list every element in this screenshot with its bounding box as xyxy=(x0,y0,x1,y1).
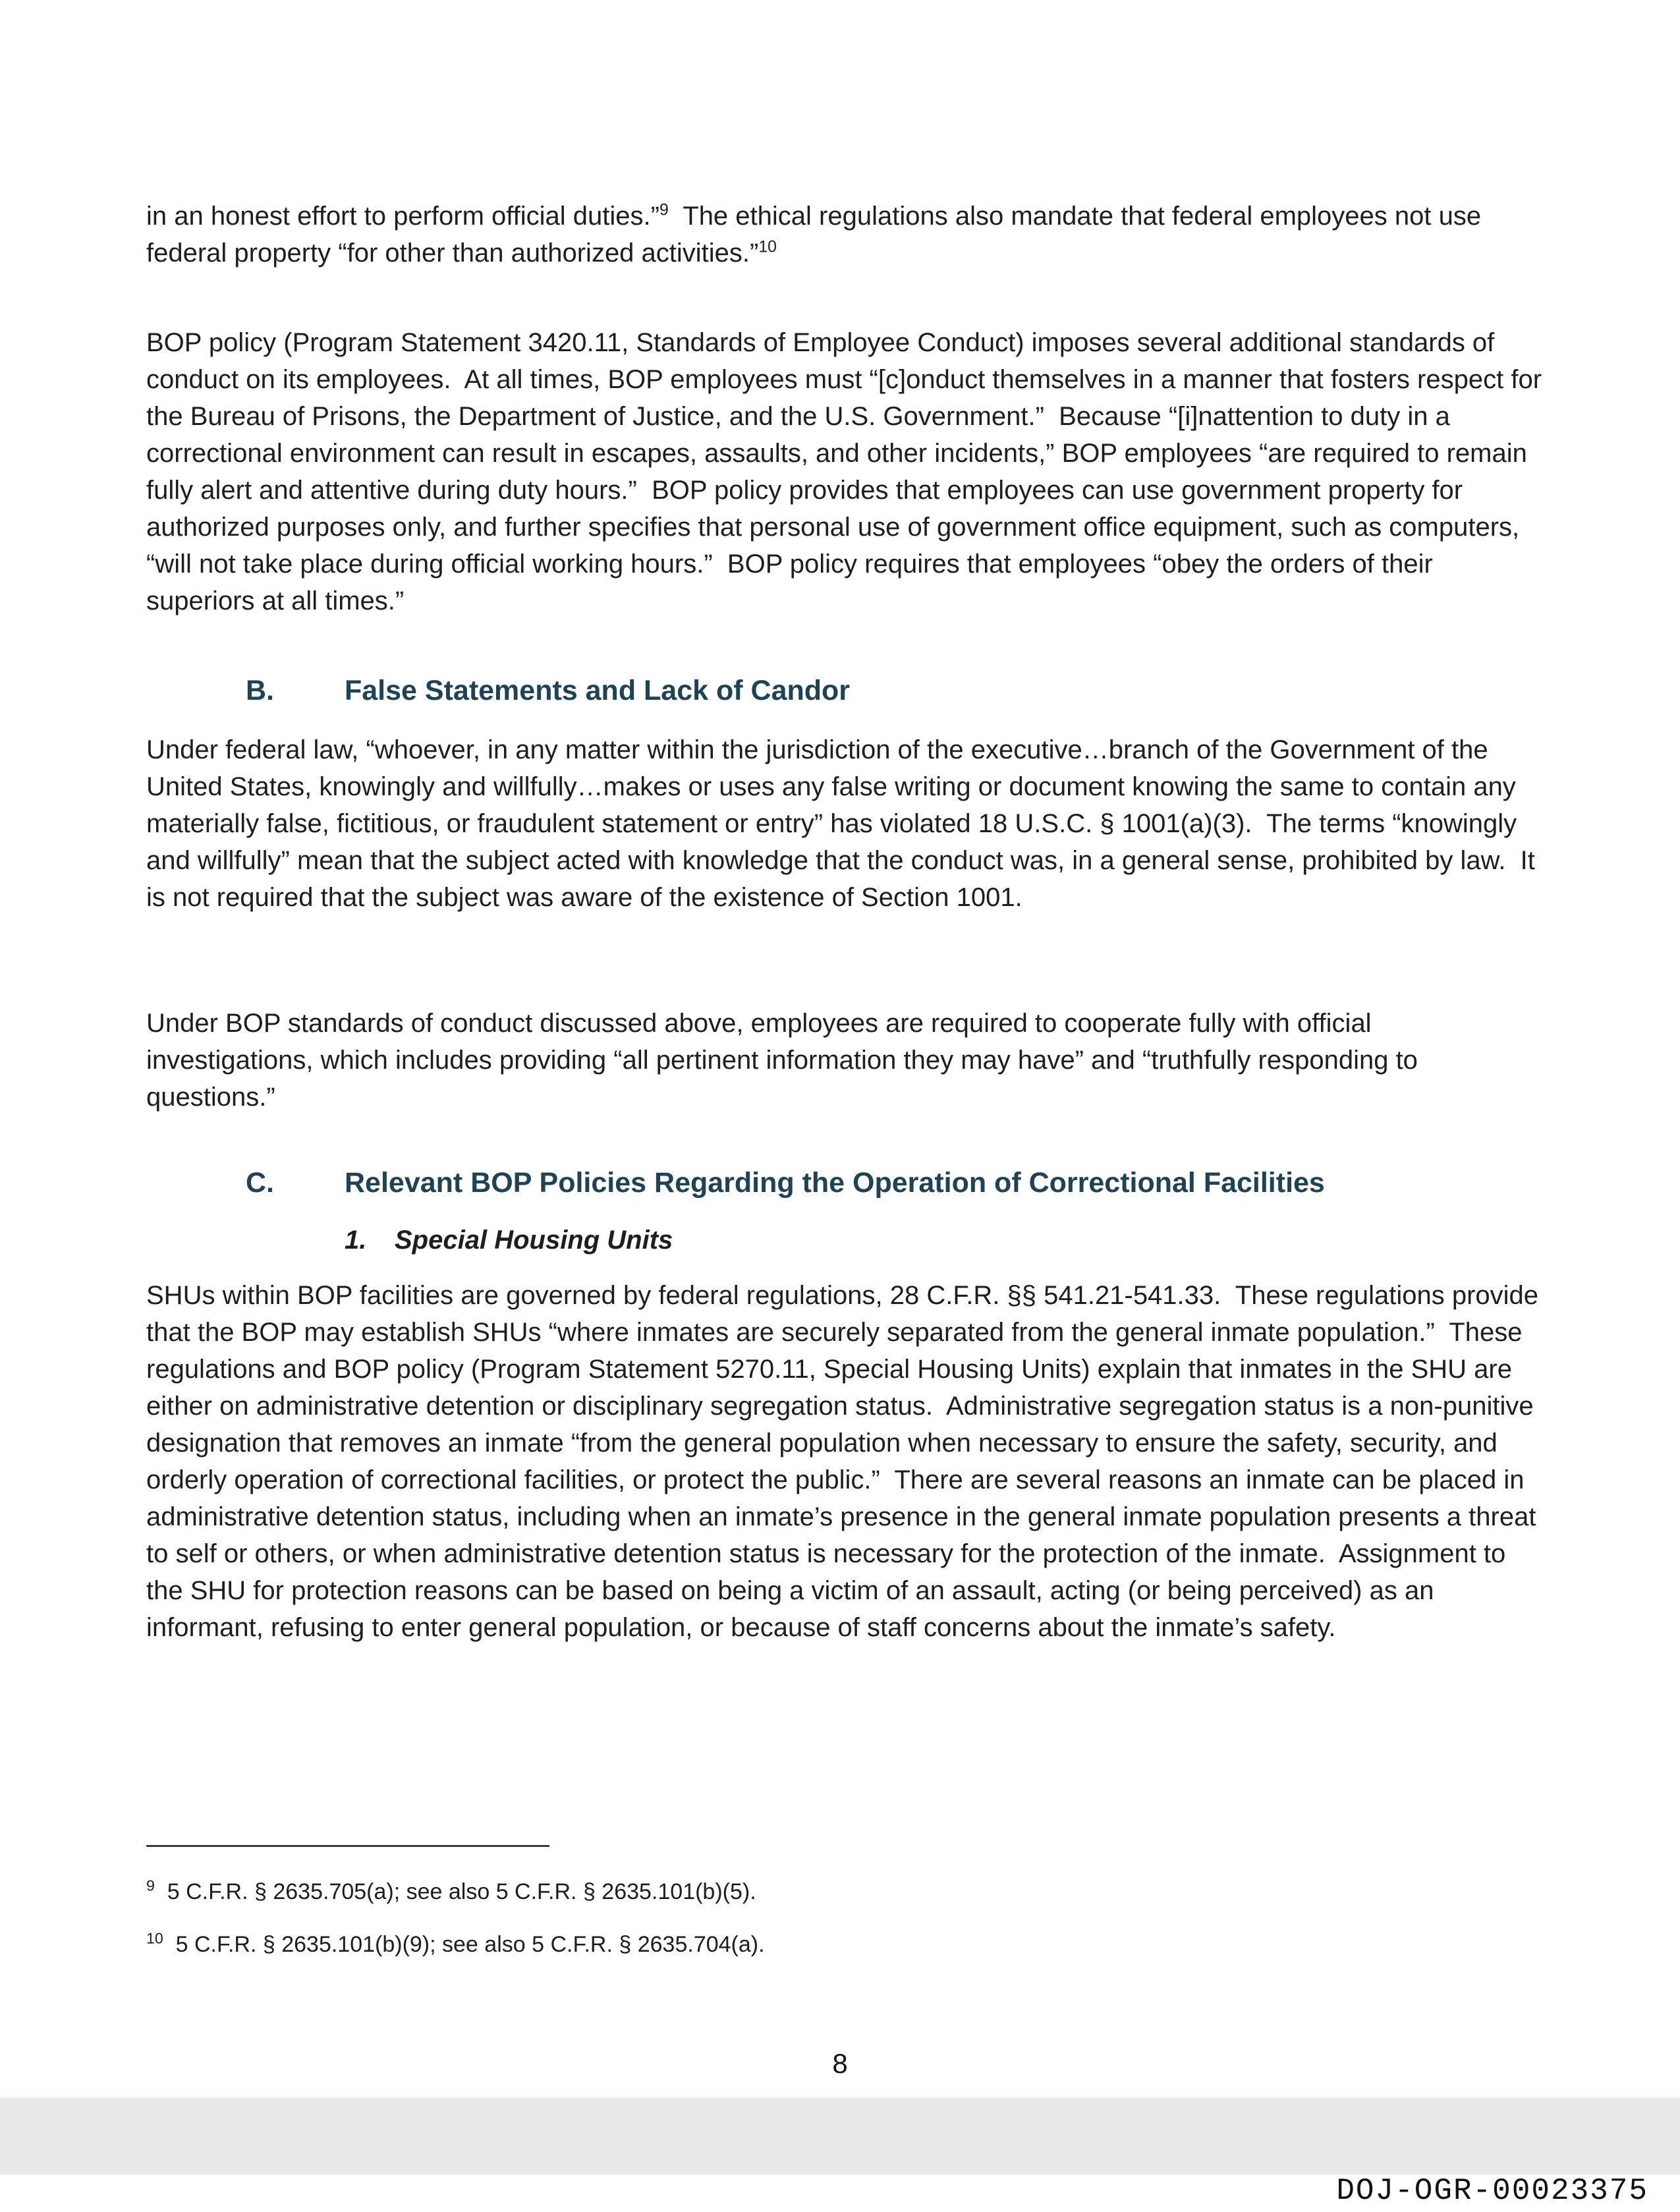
section-b-title: False Statements and Lack of Candor xyxy=(345,675,851,706)
footnote-9-marker: 9 xyxy=(146,1877,155,1894)
footnote-10 xyxy=(146,1929,1542,1960)
footnote-ref-10: 10 xyxy=(758,238,777,256)
subsection-1-title: Special Housing Units xyxy=(395,1226,673,1255)
paragraph-intro-text-1: in an honest effort to perform official duties.” xyxy=(146,202,659,231)
subsection-1-number: 1. xyxy=(345,1226,367,1255)
section-b-heading xyxy=(246,672,850,709)
paragraph-shu: SHUs within BOP facilities are governed by federal regulations, 28 C.F.R. §§ 541.21-541.33. These regulations provide that the BOP may establish SHUs “where inmates are securely separated from the general inmate population.” These regulations and BOP policy (Program Statement 5270.11, Special Housing Units) explain that inmates in the SHU are either on administrative detention or disciplinary segregation status. Administrative segregation status is a non-punitive designation that removes an inmate “from the general population when necessary to ensure the safety, security, and orderly operation of correctional facilities, or protect the public.” There are several reasons an inmate can be placed in administrative detention status, including when an inmate’s presence in the general inmate population presents a threat to self or others, or when administrative detention status is necessary for the protection of the inmate. Assignment to the SHU for protection reasons can be based on being a victim of an assault, acting (or being perceived) as an informant, refusing to enter general population, or because of staff concerns about the inmate’s safety. xyxy=(146,1281,1546,1642)
paragraph-false-statements-law: Under federal law, “whoever, in any matter within the jurisdiction of the executive…branch of the Government of the United States, knowingly and willfully…makes or uses any false writing or document knowing the same to contain any materially false, fictitious, or fraudulent statement or entry” has violated 18 U.S.C. § 1001(a)(3). The terms “knowingly and willfully” mean that the subject acted with knowledge that the conduct was, in a general sense, prohibited by law. It is not required that the subject was aware of the existence of Section 1001. xyxy=(146,735,1543,912)
footnote-ref-9: 9 xyxy=(659,201,669,219)
section-c-title: Relevant BOP Policies Regarding the Operation of Correctional Facilities xyxy=(345,1167,1325,1199)
paragraph-intro-text-2: The ethical regulations also mandate that federal employees not use federal property “for other than authorized activities.” xyxy=(146,202,1489,268)
paragraph-cooperation: Under BOP standards of conduct discussed above, employees are required to cooperate fully with official investigations, which includes providing “all pertinent information they may have” and “truthfully responding to questions.” xyxy=(146,1009,1426,1112)
page-number: 8 xyxy=(832,2048,848,2079)
section-c-heading xyxy=(246,1164,1325,1201)
footnote-9-text: 5 C.F.R. § 2635.705(a); see also 5 C.F.R. § 2635.101(b)(5). xyxy=(154,1879,756,1904)
footnote-separator xyxy=(146,1845,549,1847)
footnote-10-marker: 10 xyxy=(146,1929,163,1947)
paragraph-bop-policy: BOP policy (Program Statement 3420.11, Standards of Employee Conduct) imposes several additional standards of conduct on its employees. At all times, BOP employees must “[c]onduct themselves in a manner that fosters respect for the Bureau of Prisons, the Department of Justice, and the U.S. Government.” Because “[i]nattention to duty in a correctional environment can result in escapes, assaults, and other incidents,” BOP employees “are required to remain fully alert and attentive during duty hours.” BOP policy provides that employees can use government property for authorized purposes only, and further specifies that personal use of government office equipment, such as computers, “will not take place during official working hours.” BOP policy requires that employees “obey the orders of their superiors at all times.” xyxy=(146,328,1550,615)
footnote-10-text: 5 C.F.R. § 2635.101(b)(9); see also 5 C.F.R. § 2635.704(a). xyxy=(163,1932,765,1957)
footer-band xyxy=(0,2097,1680,2174)
bates-stamp: DOJ-OGR-00023375 xyxy=(1336,2174,1648,2208)
subsection-1-heading xyxy=(345,1223,673,1257)
footnote-9 xyxy=(146,1877,1542,1907)
section-c-letter: C. xyxy=(246,1167,274,1199)
paragraph-intro xyxy=(146,198,1542,271)
section-b-letter: B. xyxy=(246,675,274,706)
